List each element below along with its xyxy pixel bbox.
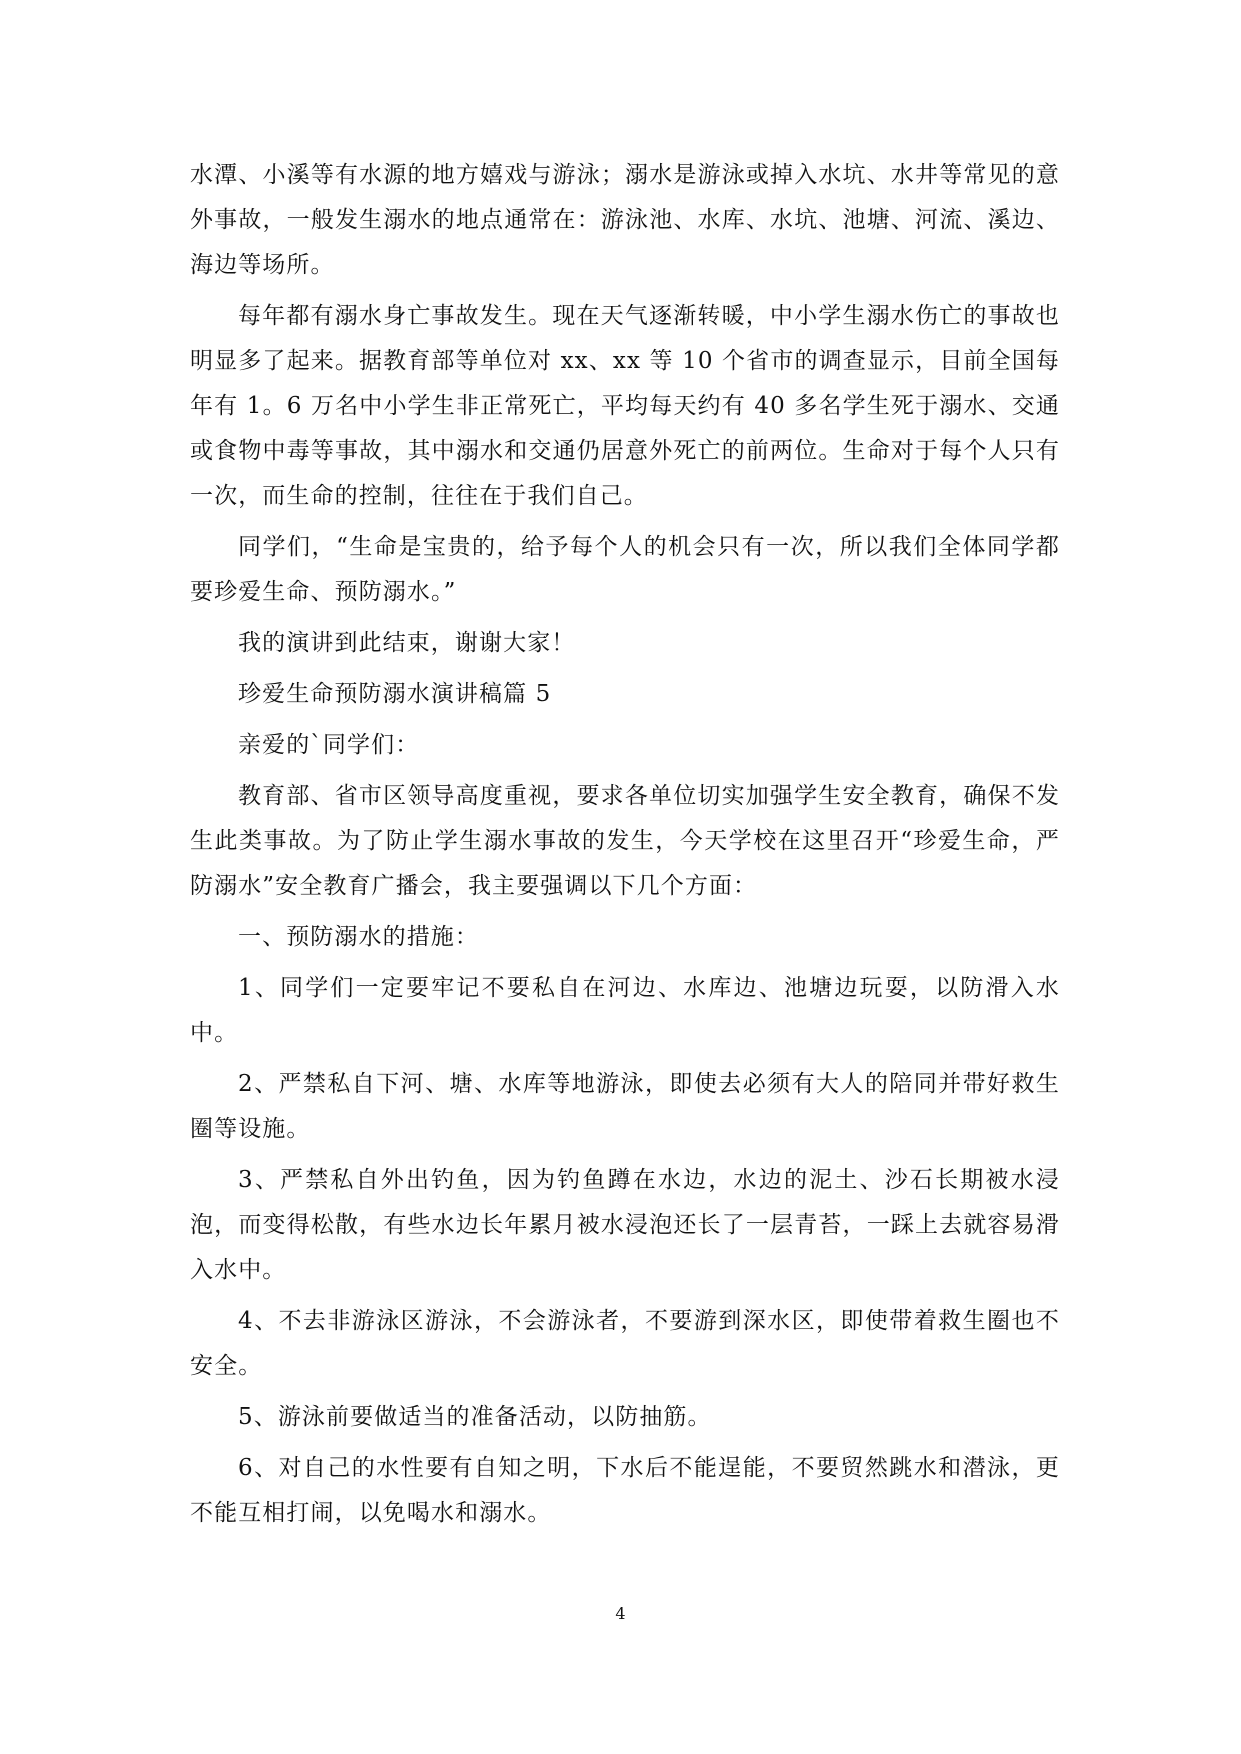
subheading: 一、预防溺水的措施：	[238, 924, 479, 950]
list-item: 5、游泳前要做适当的准备活动，以防抽筋。	[238, 1404, 712, 1430]
paragraph: 我的演讲到此结束，谢谢大家！	[238, 630, 576, 656]
salutation: 亲爱的`同学们：	[238, 732, 420, 758]
list-item: 1、同学们一定要牢记不要私自在河边、水库边、池塘边玩耍，以防滑入水中。	[190, 975, 1060, 1046]
paragraph: 每年都有溺水身亡事故发生。现在天气逐渐转暖，中小学生溺水伤亡的事故也明显多了起来。据教育部等单位对 xx、xx 等 10 个省市的调查显示，目前全国每年有 1。6 万名中小学生非正常死亡，平均每天约有 40 多名学生死于溺水、交通或食物中毒等事故，其中溺水和交通仍居意外死亡的前两位。生命对于每个人只有一次，而生命的控制，往往在于我们自己。	[190, 303, 1060, 509]
list-item: 2、严禁私自下河、塘、水库等地游泳，即使去必须有大人的陪同并带好救生圈等设施。	[190, 1071, 1060, 1142]
paragraph: 同学们，“生命是宝贵的，给予每个人的机会只有一次，所以我们全体同学都要珍爱生命、预防溺水。”	[190, 534, 1060, 605]
paragraph: 教育部、省市区领导高度重视，要求各单位切实加强学生安全教育，确保不发生此类事故。为了防止学生溺水事故的发生，今天学校在这里召开“珍爱生命，严防溺水”安全教育广播会，我主要强调以下几个方面：	[190, 783, 1060, 899]
page-number: 4	[615, 1604, 626, 1623]
document-body	[190, 153, 1060, 1542]
paragraph: 水潭、小溪等有水源的地方嬉戏与游泳；溺水是游泳或掉入水坑、水井等常见的意外事故，一般发生溺水的地点通常在：游泳池、水库、水坑、池塘、河流、溪边、海边等场所。	[190, 162, 1060, 278]
list-item: 6、对自己的水性要有自知之明，下水后不能逞能，不要贸然跳水和潜泳，更不能互相打闹，以免喝水和溺水。	[190, 1455, 1060, 1526]
list-item: 3、严禁私自外出钓鱼，因为钓鱼蹲在水边，水边的泥土、沙石长期被水浸泡，而变得松散，有些水边长年累月被水浸泡还长了一层青苔，一踩上去就容易滑入水中。	[190, 1167, 1060, 1283]
section-title: 珍爱生命预防溺水演讲稿篇 5	[238, 681, 552, 707]
list-item: 4、不去非游泳区游泳，不会游泳者，不要游到深水区，即使带着救生圈也不安全。	[190, 1308, 1060, 1379]
